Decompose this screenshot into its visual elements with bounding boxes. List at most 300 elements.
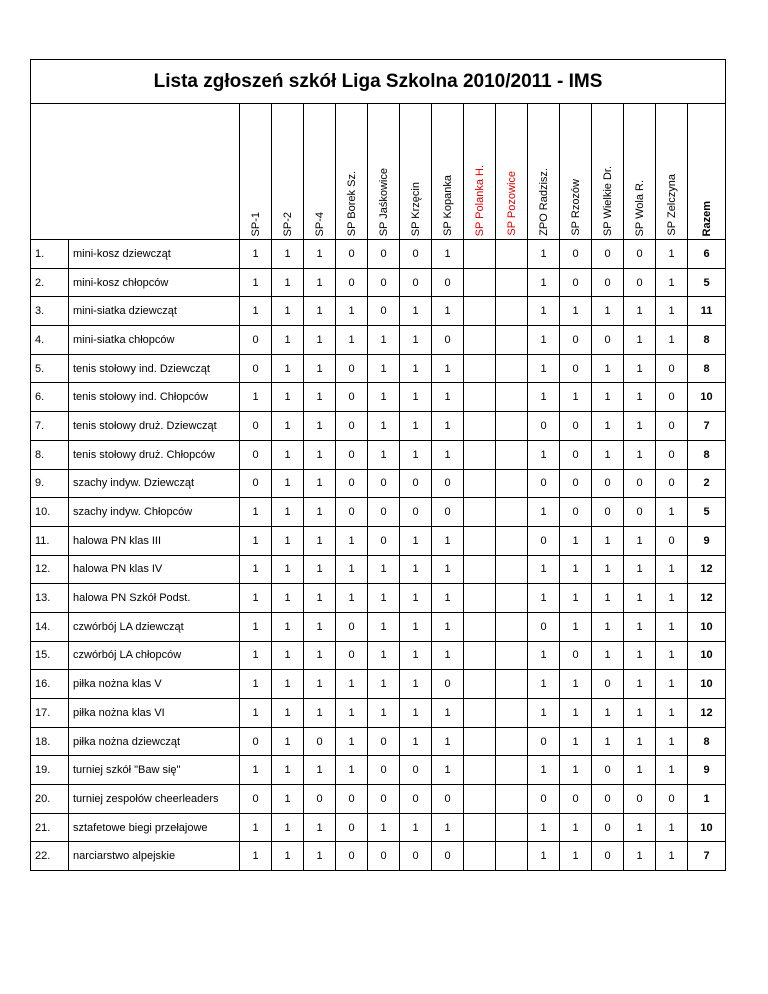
entry-cell: 1 [432,813,464,842]
table-row [31,612,726,641]
table-row [31,354,726,383]
entry-cell: 0 [592,240,624,269]
entry-cell: 0 [240,469,272,498]
table-row [31,699,726,728]
entry-cell: 1 [656,555,688,584]
entry-cell [464,555,496,584]
entry-cell [464,612,496,641]
row-number: 13. [31,584,69,613]
entry-cell: 1 [592,440,624,469]
entry-cell: 1 [368,670,400,699]
table-row [31,756,726,785]
entry-cell: 0 [336,785,368,814]
entry-cell: 1 [656,670,688,699]
entry-cell: 1 [240,670,272,699]
column-header [528,104,560,240]
entry-cell [496,498,528,527]
entry-cell: 1 [240,641,272,670]
entry-cell: 1 [400,526,432,555]
entry-cell: 0 [528,412,560,441]
entry-cell [496,584,528,613]
entry-cell: 1 [400,326,432,355]
entry-cell: 1 [528,383,560,412]
entry-cell: 0 [560,268,592,297]
entry-cell: 1 [528,268,560,297]
entry-cell: 1 [272,555,304,584]
entry-cell: 0 [432,326,464,355]
entry-cell: 1 [368,813,400,842]
entry-cell: 1 [304,469,336,498]
entry-cell: 1 [272,268,304,297]
entry-cell [496,756,528,785]
discipline-name: piłka nożna klas VI [69,699,240,728]
row-total: 5 [688,498,726,527]
column-header-label: SP Zelczyna [665,174,678,236]
entry-cell: 1 [368,584,400,613]
entry-cell: 1 [528,326,560,355]
table-row [31,670,726,699]
entry-cell: 1 [272,383,304,412]
table-row [31,326,726,355]
entry-cell: 1 [624,756,656,785]
entry-cell: 1 [368,326,400,355]
column-header-label: SP Wielkie Dr. [601,165,614,236]
discipline-name: halowa PN klas IV [69,555,240,584]
entry-cell: 1 [272,584,304,613]
entry-cell: 1 [336,699,368,728]
row-total: 12 [688,555,726,584]
entry-cell: 1 [656,699,688,728]
table-row [31,383,726,412]
entry-cell: 1 [272,526,304,555]
header-blank [31,104,240,240]
entry-cell: 0 [368,297,400,326]
entry-cell: 0 [528,727,560,756]
entry-cell: 0 [400,498,432,527]
discipline-name: turniej zespołów cheerleaders [69,785,240,814]
entry-cell: 0 [528,785,560,814]
entry-cell [496,297,528,326]
discipline-name: halowa PN klas III [69,526,240,555]
entry-cell [496,555,528,584]
entry-cell: 1 [240,383,272,412]
spreadsheet [30,59,726,871]
entry-cell: 0 [656,440,688,469]
entry-cell: 0 [336,641,368,670]
entry-cell: 1 [272,756,304,785]
entry-cell: 1 [272,612,304,641]
entry-cell: 0 [656,785,688,814]
row-number: 16. [31,670,69,699]
discipline-name: tenis stołowy druż. Chłopców [69,440,240,469]
entry-cell: 1 [624,354,656,383]
entry-cell: 1 [528,555,560,584]
entry-cell: 0 [592,756,624,785]
entry-cell: 1 [304,699,336,728]
entry-cell: 1 [304,326,336,355]
row-number: 3. [31,297,69,326]
entry-cell: 1 [656,584,688,613]
column-header-label: SP Borek Sz. [345,170,358,236]
entry-cell: 1 [304,354,336,383]
entry-cell [496,641,528,670]
entry-cell: 0 [240,785,272,814]
entry-cell: 1 [528,354,560,383]
entry-cell: 1 [368,354,400,383]
column-header [432,104,464,240]
entry-cell: 1 [432,756,464,785]
table-row [31,785,726,814]
entry-cell: 1 [304,641,336,670]
row-number: 17. [31,699,69,728]
row-total: 2 [688,469,726,498]
entry-cell [496,727,528,756]
entry-cell: 1 [656,727,688,756]
entry-cell: 1 [304,670,336,699]
entry-cell: 1 [400,412,432,441]
entry-cell: 1 [368,555,400,584]
column-header-label: SP Polanka H. [473,164,486,236]
table-row [31,842,726,871]
entry-cell: 1 [400,584,432,613]
column-header [400,104,432,240]
entry-cell: 1 [400,670,432,699]
entry-cell: 1 [656,641,688,670]
entry-cell: 0 [592,469,624,498]
entry-cell: 1 [528,842,560,871]
entry-cell: 1 [272,412,304,441]
entry-cell: 1 [368,383,400,412]
entry-cell: 1 [528,498,560,527]
entry-cell: 1 [624,297,656,326]
entry-cell: 0 [336,498,368,527]
entry-cell: 1 [304,555,336,584]
row-total: 6 [688,240,726,269]
entry-cell: 0 [240,412,272,441]
column-header [240,104,272,240]
entry-cell [496,326,528,355]
entry-cell: 0 [560,785,592,814]
entry-cell: 0 [624,469,656,498]
column-header-label: SP Wola R. [633,179,646,236]
entry-cell: 1 [592,727,624,756]
row-total: 1 [688,785,726,814]
entry-cell: 1 [272,785,304,814]
table-row [31,555,726,584]
entry-cell: 0 [368,526,400,555]
entry-cell: 0 [592,498,624,527]
entry-cell: 0 [368,842,400,871]
entry-cell [496,612,528,641]
entry-cell: 0 [336,240,368,269]
entry-cell [496,699,528,728]
entry-cell: 0 [336,383,368,412]
row-number: 18. [31,727,69,756]
entry-cell [496,354,528,383]
discipline-name: narciarstwo alpejskie [69,842,240,871]
entry-cell: 1 [272,727,304,756]
entry-cell: 0 [624,498,656,527]
entry-cell: 1 [624,813,656,842]
entry-cell: 1 [240,842,272,871]
entry-cell: 1 [304,498,336,527]
entry-cell: 1 [272,326,304,355]
row-total: 7 [688,842,726,871]
entry-cell [464,469,496,498]
entry-cell: 0 [432,670,464,699]
entry-cell: 0 [368,268,400,297]
entry-cell: 0 [336,612,368,641]
entry-cell: 1 [432,526,464,555]
column-header-row [31,104,726,240]
entry-cell: 1 [560,727,592,756]
entry-cell: 0 [656,469,688,498]
entry-cell: 1 [624,641,656,670]
entry-cell: 0 [592,326,624,355]
entry-cell: 1 [272,297,304,326]
row-number: 8. [31,440,69,469]
row-total: 10 [688,641,726,670]
entry-cell: 1 [368,412,400,441]
entry-cell [464,813,496,842]
entry-cell: 1 [400,555,432,584]
entry-cell [464,670,496,699]
entry-cell: 1 [272,813,304,842]
entry-cell: 1 [368,612,400,641]
entry-cell: 0 [592,785,624,814]
entry-cell [496,785,528,814]
row-number: 1. [31,240,69,269]
entry-cell: 1 [592,412,624,441]
entry-cell: 1 [400,440,432,469]
row-total: 7 [688,412,726,441]
entry-cell: 1 [336,756,368,785]
entry-cell: 1 [336,670,368,699]
entry-cell [464,383,496,412]
row-number: 4. [31,326,69,355]
entry-cell: 1 [528,813,560,842]
entry-cell: 1 [432,727,464,756]
entry-cell: 1 [592,584,624,613]
entry-cell: 0 [592,670,624,699]
table-row [31,268,726,297]
entry-cell: 1 [656,842,688,871]
discipline-name: piłka nożna dziewcząt [69,727,240,756]
entry-cell: 1 [560,555,592,584]
entry-cell: 0 [528,526,560,555]
discipline-name: czwórbój LA dziewcząt [69,612,240,641]
table-row [31,526,726,555]
entry-cell: 0 [624,240,656,269]
entry-cell: 1 [368,641,400,670]
entry-cell: 0 [528,469,560,498]
entry-cell: 1 [560,526,592,555]
entry-cell: 1 [592,354,624,383]
row-total: 10 [688,813,726,842]
entry-cell [464,440,496,469]
entry-cell: 0 [368,756,400,785]
entry-cell: 1 [432,412,464,441]
entry-cell: 0 [592,813,624,842]
entry-cell: 1 [240,699,272,728]
table-row [31,641,726,670]
entry-cell: 1 [304,240,336,269]
entry-cell: 0 [304,727,336,756]
entry-cell: 0 [240,326,272,355]
entry-cell: 0 [624,268,656,297]
entry-cell: 1 [624,555,656,584]
entry-cell: 0 [336,469,368,498]
entry-cell: 0 [432,498,464,527]
table-row [31,412,726,441]
entry-cell [496,383,528,412]
entry-cell [464,326,496,355]
entry-cell: 1 [240,498,272,527]
row-number: 22. [31,842,69,871]
entry-cell: 0 [432,268,464,297]
entry-cell: 1 [368,699,400,728]
entry-cell: 1 [624,326,656,355]
column-header [304,104,336,240]
table-row [31,469,726,498]
row-total: 12 [688,584,726,613]
entry-cell: 1 [432,699,464,728]
entry-cell: 1 [592,612,624,641]
entry-cell: 0 [432,842,464,871]
entry-cell: 1 [400,383,432,412]
entry-cell: 1 [560,813,592,842]
entry-cell: 1 [528,756,560,785]
entry-cell: 1 [336,326,368,355]
entry-cell: 0 [656,412,688,441]
entry-cell: 1 [528,584,560,613]
discipline-name: mini-kosz dziewcząt [69,240,240,269]
row-total: 11 [688,297,726,326]
entry-cell: 1 [336,584,368,613]
entry-cell: 1 [272,354,304,383]
entry-cell: 1 [336,727,368,756]
column-header-label: SP-2 [281,211,294,236]
entry-cell [464,641,496,670]
entry-cell: 0 [400,469,432,498]
page-title: Lista zgłoszeń szkół Liga Szkolna 2010/2011 - IMS [31,60,726,104]
column-header [336,104,368,240]
entry-cell: 1 [272,670,304,699]
entry-cell: 1 [240,813,272,842]
entry-cell [496,526,528,555]
entry-cell: 0 [240,727,272,756]
entry-cell: 1 [656,756,688,785]
entry-cell: 1 [528,240,560,269]
entry-cell: 1 [272,699,304,728]
row-total: 9 [688,756,726,785]
entry-cell: 0 [656,526,688,555]
entry-cell: 0 [400,756,432,785]
column-header-label: SP Krzęcin [409,181,422,236]
entry-cell: 1 [336,297,368,326]
entry-cell: 1 [432,240,464,269]
entry-cell [464,498,496,527]
row-number: 11. [31,526,69,555]
entry-cell: 0 [560,498,592,527]
discipline-name: mini-kosz chłopców [69,268,240,297]
column-header-label: ZPO Radzisz. [537,168,550,236]
entry-cell: 1 [272,641,304,670]
entry-cell: 1 [400,699,432,728]
entry-cell: 1 [240,756,272,785]
entry-cell: 1 [528,699,560,728]
entry-cell: 1 [624,383,656,412]
row-total: 10 [688,670,726,699]
entry-cell: 1 [432,555,464,584]
entry-cell: 0 [400,268,432,297]
entry-cell: 0 [368,785,400,814]
table-row [31,498,726,527]
entry-cell: 1 [304,268,336,297]
entry-cell: 1 [336,526,368,555]
entry-cell: 1 [432,297,464,326]
entry-cell: 1 [432,440,464,469]
entry-cell: 1 [560,670,592,699]
column-header-label: SP-1 [249,211,262,236]
column-header [496,104,528,240]
entry-cell: 0 [336,842,368,871]
entry-cell: 1 [400,727,432,756]
entry-cell: 0 [336,412,368,441]
entry-cell [464,727,496,756]
column-header-label: SP Pozowice [505,171,518,236]
discipline-name: mini-siatka dziewcząt [69,297,240,326]
entry-cell: 1 [656,498,688,527]
entry-cell: 1 [368,440,400,469]
column-header [464,104,496,240]
entry-cell: 0 [624,785,656,814]
entry-cell: 1 [400,813,432,842]
column-header [592,104,624,240]
entry-cell: 1 [624,412,656,441]
entry-cell: 1 [656,268,688,297]
entry-cell: 1 [304,383,336,412]
entry-cell: 1 [272,240,304,269]
entry-cell: 1 [592,641,624,670]
entry-cell: 1 [656,240,688,269]
entry-cell: 1 [432,584,464,613]
entry-cell: 1 [304,756,336,785]
row-total: 12 [688,699,726,728]
row-total: 8 [688,326,726,355]
row-number: 12. [31,555,69,584]
entry-cell: 1 [624,584,656,613]
entry-cell: 0 [336,440,368,469]
table-row [31,727,726,756]
entry-cell: 1 [656,612,688,641]
entry-cell: 0 [432,469,464,498]
entry-cell: 1 [400,612,432,641]
row-number: 7. [31,412,69,441]
row-number: 2. [31,268,69,297]
entry-cell: 0 [400,842,432,871]
entry-cell: 1 [240,555,272,584]
discipline-name: czwórbój LA chłopców [69,641,240,670]
discipline-name: mini-siatka chłopców [69,326,240,355]
entry-cell: 1 [656,297,688,326]
table-body [31,240,726,871]
entry-cell: 1 [400,354,432,383]
entry-cell: 0 [656,383,688,412]
entry-cell: 1 [624,842,656,871]
entry-cell: 1 [304,297,336,326]
entry-cell: 1 [560,699,592,728]
